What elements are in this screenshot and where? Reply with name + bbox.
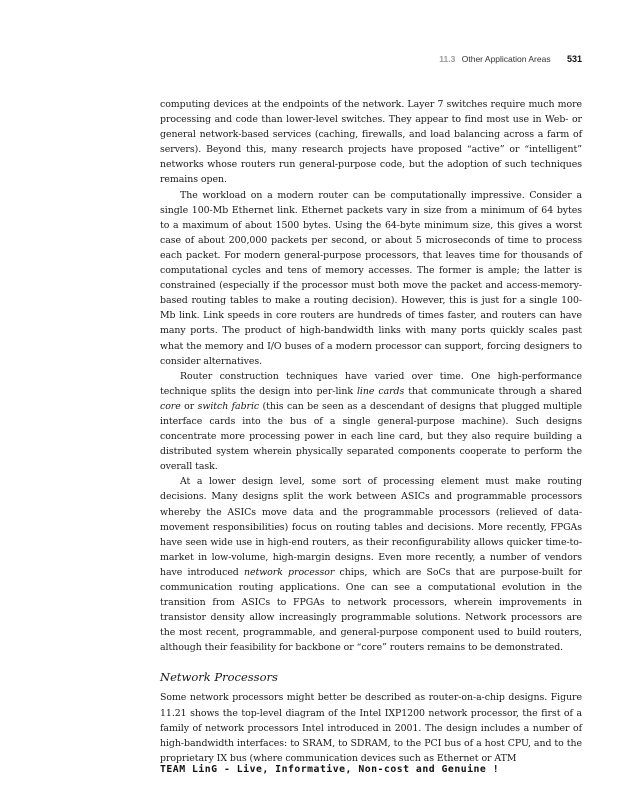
section-number: 11.3 xyxy=(439,54,456,64)
paragraph: computing devices at the endpoints of the network. Layer 7 switches require much more processing and code than lower-level switches. They appear to find most use in Web- or general network-based services (caching, firewalls, and load balancing across a farm of servers). Beyond this, many research projects have proposed “active” or “intelligent” networks whose routers run general-purpose code, but the adoption of such techniques remains open. xyxy=(160,99,582,186)
paragraph: At a lower design level, some sort of processing element must make routing decisions. Many designs split the work between ASICs and programmable processors whereby the ASICs move data and the programmable processors (relieved of data-movement responsibilities) focus on routing tables and decisions. More recently, FPGAs have seen wide use in high-end routers, as their reconfigurability allows quicker time-to-market in low-volume, high-margin designs. Even more recently, a number of vendors have introduced network processor chips, which are SoCs that are purpose-built for communication routing applications. One can see a computational evolution in the transition from ASICs to FPGAs to network processors, wherein improvements in transistor density allow increasingly programmable solutions. Network processors are the most recent, programmable, and general-purpose component used to build routers, although their feasibility for backbone or “core” routers remains to be demonstrated. xyxy=(160,476,582,654)
footer-watermark: TEAM LinG - Live, Informative, Non-cost and Genuine ! xyxy=(160,764,500,775)
term-switch-fabric: switch fabric xyxy=(197,400,260,412)
subheading: Network Processors xyxy=(160,670,278,685)
page-number: 531 xyxy=(566,54,582,64)
paragraph: Some network processors might better be described as router-on-a-chip designs. Figure 11.21 shows the top-level diagram of the Intel IXP1200 network processor, the first of a family of network processors Intel introduced in 2001. The design includes a number of high-bandwidth interfaces: to SRAM, to SDRAM, to the PCI bus of a host CPU, and to the proprietary IX bus (where communication devices such as Ethernet or ATM xyxy=(160,692,582,764)
term-core: core xyxy=(160,400,181,412)
running-header xyxy=(160,54,582,68)
paragraph: Router construction techniques have varied over time. One high-performance technique splits the design into per-link line cards that communicate through a shared core or switch fabric (this can be seen as a descendant of designs that plugged multiple interface cards into the bus of a single general-purpose machine). Such designs concentrate more processing power in each line card, but they also require building a distributed system wherein physically separated components cooperate to perform the overall task. xyxy=(160,370,583,473)
paragraph: The workload on a modern router can be computationally impressive. Consider a single 100-Mb Ethernet link. Ethernet packets vary in size from a minimum of 64 bytes to a maximum of about 1500 bytes. Using the 64-byte minimum size, this gives a worst case of about 200,000 packets per second, or about 5 microseconds of time to process each packet. For modern general-purpose processors, that leaves time for thousands of computational cycles and tens of memory accesses. The former is ample; the latter is constrained (especially if the processor must both move the packet and access-memory-based routing tables to make a routing decision). However, this is just for a single 100-Mb link. Link speeds in core routers are hundreds of times faster, and routers can have many ports. The product of high-bandwidth links with many ports quickly scales past what the memory and I/O buses of a modern processor can support, forcing designers to consider alternatives. xyxy=(160,189,582,367)
section-title: Other Application Areas xyxy=(461,54,551,64)
term-line-cards: line cards xyxy=(356,385,405,397)
body-text xyxy=(160,97,582,766)
term-network-processor: network processor xyxy=(244,566,335,578)
